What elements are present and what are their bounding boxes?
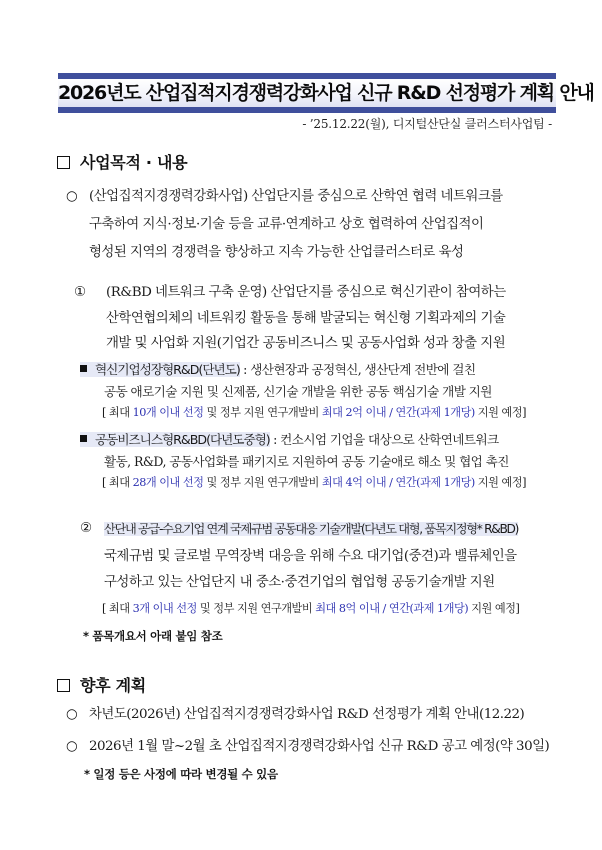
note-close: 지원 예정] bbox=[474, 476, 526, 489]
schedule-footnote: * 일정 등은 사정에 따라 변경될 수 있음 bbox=[84, 767, 278, 781]
note-mid: 및 정부 지원 연구개발비 bbox=[196, 602, 316, 615]
item-1-line: 개발 및 사업화 지원(기업간 공동비즈니스 및 공동사업화 성과 창출 지원 bbox=[106, 336, 506, 351]
item-2-footnote: * 품목개요서 아래 붙임 참조 bbox=[83, 629, 223, 643]
item-1-line: (R&BD 네트워크 구축 운영) 산업단지를 중심으로 혁신기관이 참여하는 bbox=[106, 285, 506, 300]
subitem-desc: : 생산현장과 공정혁신, 생산단계 전반에 걸친 bbox=[239, 362, 476, 377]
item-2-paragraph bbox=[80, 516, 518, 597]
note-amount: 최대 8억 이내 / 연간(과제 1개당) bbox=[315, 602, 469, 615]
note-open: [ 최대 bbox=[102, 476, 133, 489]
checkbox-square-icon bbox=[57, 679, 70, 692]
item-2-headline: 산단내 공급-수요기업 연계 국제규범 공동대응 기술개발(다년도 대형, 품목지정형* R&BD) bbox=[104, 522, 519, 536]
note-open: [ 최대 bbox=[102, 406, 133, 419]
page-title: 2026년도 산업집적지경쟁력강화사업 신규 R&D 선정평가 계획 안내 bbox=[58, 82, 594, 104]
circle-bullet-icon: ○ bbox=[66, 189, 78, 204]
plan-item-text: 2026년 1월 말~2월 초 산업집적지경쟁력강화사업 신규 R&D 공고 예정(약 30일) bbox=[89, 739, 550, 754]
circle-bullet-icon: ○ bbox=[66, 739, 78, 754]
square-bullet-icon bbox=[80, 365, 87, 372]
note-count: 10개 이내 선정 bbox=[132, 406, 204, 419]
note-open: [ 최대 bbox=[102, 602, 133, 615]
subitem-support-note bbox=[102, 402, 526, 424]
item-1-line: 산학연협의체의 네트워킹 활동을 통해 발굴되는 혁신형 기획과제의 기술 bbox=[106, 310, 506, 326]
subitem-label-highlight bbox=[80, 432, 270, 447]
note-count: 3개 이내 선정 bbox=[132, 602, 197, 615]
title-banner bbox=[58, 73, 594, 113]
section-heading-text: 향후 계획 bbox=[80, 676, 146, 695]
plan-item bbox=[66, 701, 524, 729]
note-count: 28개 이내 선정 bbox=[132, 476, 204, 489]
note-mid: 및 정부 지원 연구개발비 bbox=[203, 406, 322, 419]
intro-line: 형성된 지역의 경쟁력을 향상하고 지속 가능한 산업클러스터로 육성 bbox=[89, 245, 464, 260]
intro-paragraph bbox=[66, 183, 503, 267]
subitem-support-note bbox=[102, 472, 526, 494]
subitem-label-highlight bbox=[80, 362, 240, 377]
item-1-paragraph bbox=[74, 280, 506, 357]
note-close: 지원 예정] bbox=[474, 406, 526, 419]
subitem-innovation-rd bbox=[80, 359, 526, 424]
circle-bullet-icon: ○ bbox=[66, 707, 78, 722]
note-amount: 최대 2억 이내 / 연간(과제 1개당) bbox=[321, 406, 475, 419]
circled-two-icon: ② bbox=[80, 521, 92, 536]
subitem-desc: : 컨소시엄 기업을 대상으로 산학연네트워크 bbox=[269, 432, 499, 447]
section-heading-text: 사업목적 · 내용 bbox=[80, 153, 188, 172]
checkbox-square-icon bbox=[57, 156, 70, 169]
intro-line: (산업집적지경쟁력강화사업) 산업단지를 중심으로 산학연 협력 네트워크를 bbox=[89, 189, 503, 204]
note-close: 지원 예정] bbox=[468, 602, 520, 615]
item-2-line: 구성하고 있는 산업단지 내 중소·중견기업의 협업형 공동기술개발 지원 bbox=[104, 575, 495, 590]
plan-item bbox=[66, 733, 549, 761]
note-amount: 최대 4억 이내 / 연간(과제 1개당) bbox=[321, 476, 475, 489]
subitem-label: 혁신기업성장형R&D(단년도) bbox=[95, 362, 240, 377]
subitem-label: 공동비즈니스형R&BD(다년도중형) bbox=[95, 432, 270, 447]
section-heading-purpose bbox=[57, 150, 187, 173]
title-bottom-bar bbox=[58, 107, 556, 113]
circled-one-icon: ① bbox=[74, 285, 86, 300]
plan-item-text: 차년도(2026년) 산업집적지경쟁력강화사업 R&D 선정평가 계획 안내(12.22) bbox=[89, 707, 525, 722]
item-2-line: 국제규범 및 글로벌 무역장벽 대응을 위해 수요 대기업(중견)과 밸류체인을 bbox=[104, 548, 517, 564]
note-mid: 및 정부 지원 연구개발비 bbox=[203, 476, 322, 489]
subitem-desc-line: 공동 애로기술 지원 및 신제품, 신기술 개발을 위한 공동 핵심기술 개발 지원 bbox=[104, 383, 492, 399]
section-heading-future-plan bbox=[57, 673, 146, 696]
date-department-line: - ’25.12.22(월), 디지털산단실 클러스터사업팀 - bbox=[302, 117, 552, 131]
subitem-desc-line: 활동, R&D, 공동사업화를 패키지로 지원하여 공동 기술애로 해소 및 협업 촉진 bbox=[104, 453, 509, 469]
intro-line: 구축하여 지식·정보·기술 등을 교류·연계하고 상호 협력하여 산업집적이 bbox=[89, 217, 484, 232]
subitem-joint-business-rbd bbox=[80, 429, 526, 494]
square-bullet-icon bbox=[80, 435, 87, 442]
item-2-support-note bbox=[102, 598, 519, 620]
